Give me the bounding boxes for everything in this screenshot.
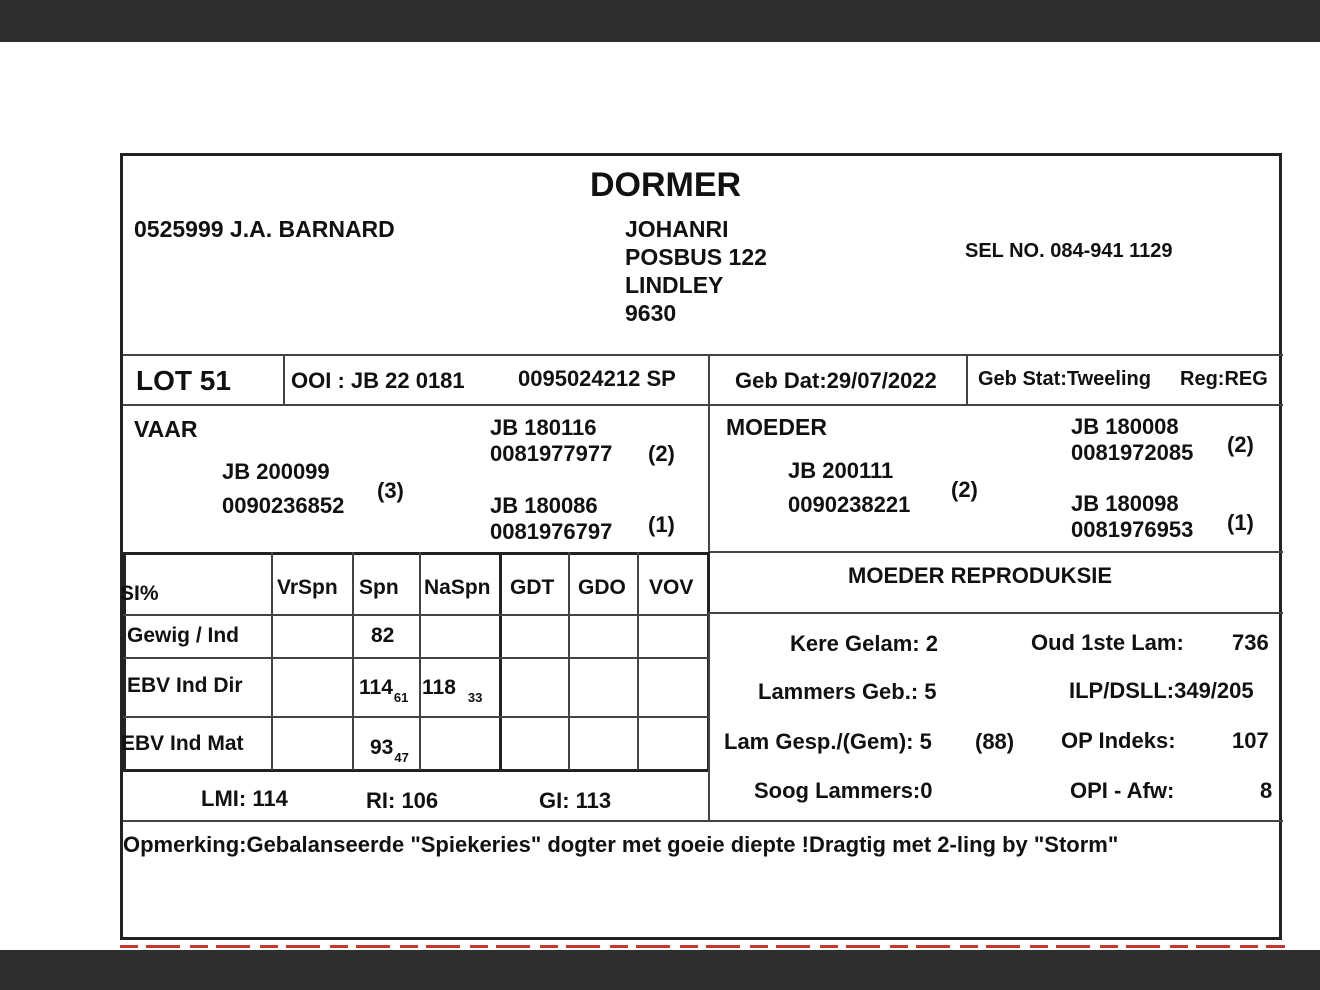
phone-number: SEL NO. 084-941 1129: [965, 240, 1173, 262]
breed-title: DORMER: [590, 166, 742, 204]
ri-index: RI: 106: [366, 788, 439, 813]
gewig-spn: 82: [371, 624, 395, 647]
divider: [708, 612, 710, 822]
top-bar: [0, 0, 1320, 42]
oud-1ste-lam-label: Oud 1ste Lam:: [1031, 630, 1184, 655]
header-naspn: NaSpn: [424, 576, 491, 599]
ilp-dsll: ILP/DSLL:349/205: [1069, 678, 1254, 703]
divider: [966, 354, 968, 404]
opi-afw-value: 8: [1260, 778, 1273, 803]
bottom-bar: [0, 950, 1320, 990]
sire-dam-count: (1): [648, 512, 675, 537]
divider: [123, 404, 1283, 406]
dam-dam-number: 0081976953: [1071, 517, 1194, 542]
oud-1ste-lam-value: 736: [1232, 630, 1269, 655]
address-line-3: LINDLEY: [625, 272, 724, 298]
address-line-4: 9630: [625, 300, 677, 326]
sire-count: (3): [377, 478, 404, 503]
header-vrspn: VrSpn: [277, 576, 338, 599]
dam-dam-count: (1): [1227, 510, 1254, 535]
birth-status: Geb Stat:Tweeling: [978, 368, 1151, 390]
dam-sire-id: JB 180008: [1071, 414, 1179, 439]
address-line-1: JOHANRI: [625, 216, 729, 242]
table-border: [123, 769, 710, 772]
table-row-line: [123, 614, 710, 616]
table-border: [499, 552, 502, 772]
registration-number: 0095024212 SP: [518, 366, 676, 391]
lmi-index: LMI: 114: [201, 786, 288, 811]
divider: [708, 551, 1283, 553]
sire-dam-number: 0081976797: [490, 519, 613, 544]
opi-afw-label: OPI - Afw:: [1070, 778, 1175, 803]
partial-red-text-strip: [120, 938, 1285, 950]
dam-sire-number: 0081972085: [1071, 440, 1194, 465]
header-vov: VOV: [649, 576, 694, 599]
dam-count: (2): [951, 477, 978, 502]
header-si: SI%: [120, 582, 159, 605]
ewe-id: OOI : JB 22 0181: [291, 368, 465, 393]
kere-gelam: Kere Gelam: 2: [790, 631, 938, 656]
op-indeks-label: OP Indeks:: [1061, 728, 1176, 753]
row-label-ebv-mat: EBV Ind Mat: [121, 732, 244, 755]
sire-label: VAAR: [134, 416, 198, 442]
birth-date: Geb Dat:29/07/2022: [735, 368, 937, 393]
sire-number: 0090236852: [222, 493, 345, 518]
sire-id: JB 200099: [222, 459, 330, 484]
table-col-line: [271, 552, 273, 770]
registration-status: Reg:REG: [1180, 368, 1268, 390]
ebv-mat-spn: $93_{47}$: [370, 736, 409, 765]
remark: Opmerking:Gebalanseerde "Spiekeries" dogter met goeie diepte !Dragtig met 2-ling by "Storm": [123, 832, 1119, 857]
dam-dam-id: JB 180098: [1071, 491, 1179, 516]
ebv-dir-spn: $114_{61}$: [359, 676, 409, 705]
reproduction-title: MOEDER REPRODUKSIE: [848, 563, 1113, 588]
row-label-ebv-dir: EBV Ind Dir: [127, 674, 243, 697]
lam-gesp: Lam Gesp./(Gem): 5: [724, 729, 932, 754]
table-col-line: [419, 552, 421, 770]
dam-label: MOEDER: [726, 414, 827, 440]
dam-id: JB 200111: [788, 458, 894, 483]
divider: [283, 354, 285, 404]
table-col-line: [637, 552, 639, 770]
op-indeks-value: 107: [1232, 728, 1269, 753]
dam-number: 0090238221: [788, 492, 911, 517]
sire-dam-id: JB 180086: [490, 493, 598, 518]
header-gdo: GDO: [578, 576, 626, 599]
ebv-dir-naspn: 118 $_{33}$: [422, 676, 483, 705]
sire-sire-id: JB 180116: [490, 415, 597, 440]
table-col-line: [568, 552, 570, 770]
table-row-line: [123, 657, 710, 659]
gi-index: GI: 113: [539, 788, 612, 813]
table-row-line: [123, 716, 710, 718]
sale-card: [120, 153, 1282, 940]
dam-sire-count: (2): [1227, 432, 1254, 457]
lammers-geb: Lammers Geb.: 5: [758, 679, 937, 704]
divider: [708, 612, 1283, 614]
lam-gesp-average: (88): [975, 729, 1015, 754]
soog-lammers: Soog Lammers:0: [754, 778, 933, 803]
sire-sire-number: 0081977977: [490, 441, 613, 466]
breeder-name: 0525999 J.A. BARNARD: [134, 216, 395, 242]
divider: [123, 820, 1283, 822]
divider: [123, 354, 1283, 356]
row-label-gewig: Gewig / Ind: [127, 624, 240, 647]
header-gdt: GDT: [510, 576, 555, 599]
sire-sire-count: (2): [648, 441, 675, 466]
address-line-2: POSBUS 122: [625, 244, 767, 270]
table-col-line: [352, 552, 354, 770]
table-border: [123, 552, 710, 555]
lot-number: LOT 51: [136, 365, 231, 396]
header-spn: Spn: [359, 576, 399, 599]
